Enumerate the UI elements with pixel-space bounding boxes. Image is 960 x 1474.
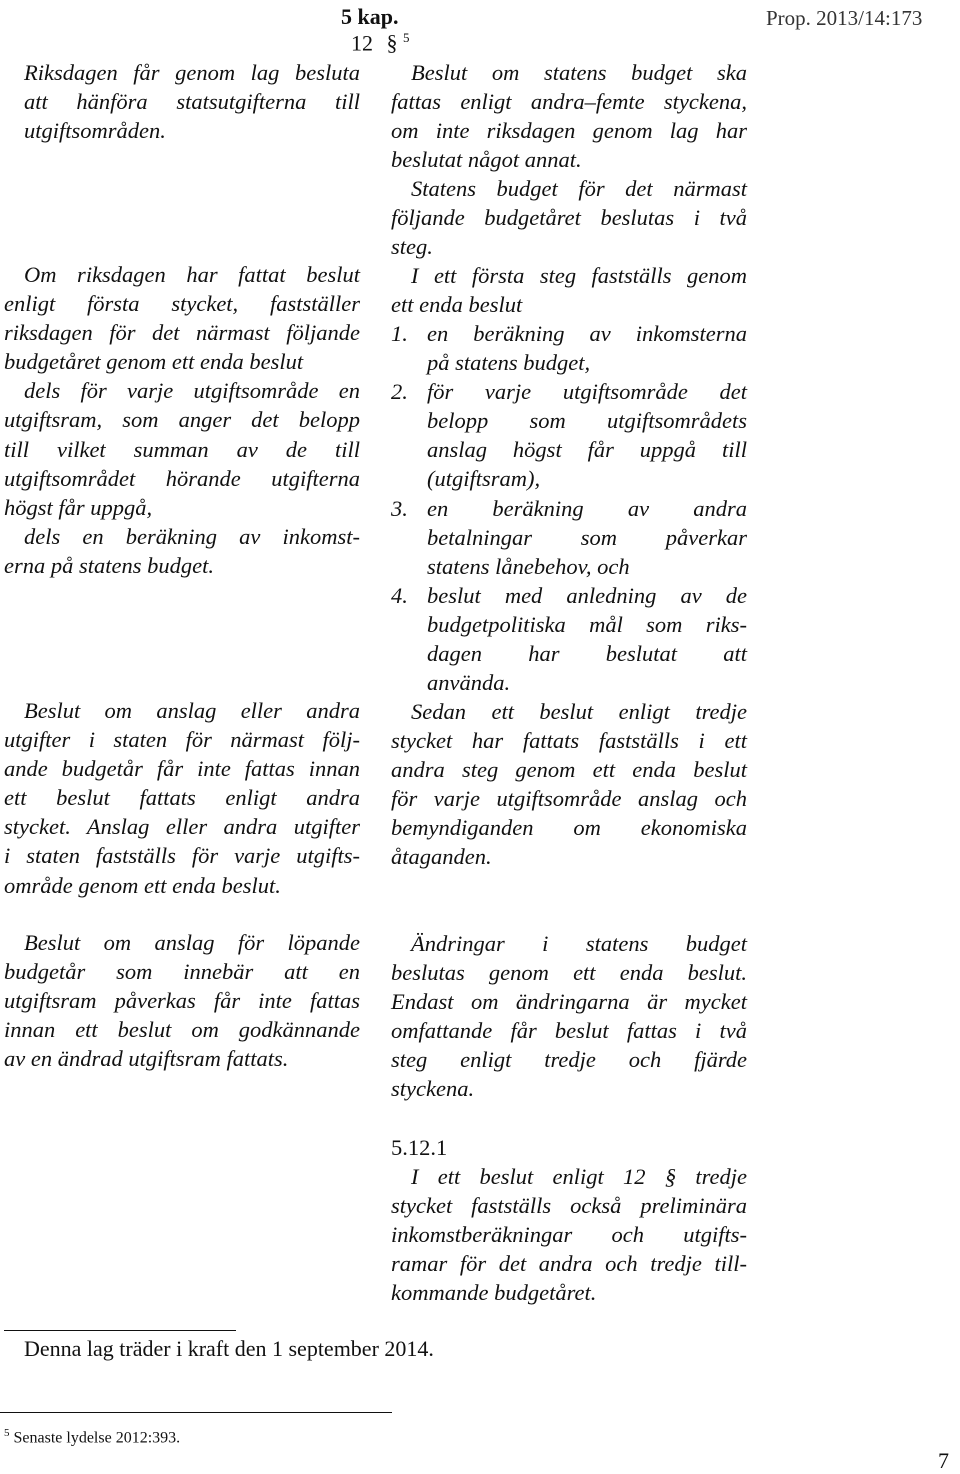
sub-section-number: 5.12.1 — [391, 1135, 448, 1160]
list-item: 4. beslut med anledning av de budgetpolitiska mål som riks- dagen har beslutat att använda. — [391, 582, 747, 696]
section-sign: § — [386, 30, 398, 56]
footnote — [4, 1427, 180, 1447]
section-number: 12 — [351, 30, 373, 56]
left-paragraph-1: Riksdagen får genom lag besluta att hänföra statsutgifterna till utgiftsområden. — [24, 60, 360, 144]
effective-date: Denna lag träder i kraft den 1 september 2014. — [24, 1336, 434, 1361]
left-paragraph-3: Beslut om anslag eller andra utgifter i staten för närmast följ- ande budgetår får inte fattas innan ett beslut fattats enligt andra stycket. Anslag eller andra utgifter i staten fastställs för varje utgifts- område genom ett enda beslut. — [4, 698, 360, 898]
right-numbered-list — [391, 319, 747, 697]
right-paragraph-5: Ändringar i statens budget beslutas genom ett enda beslut. Endast om ändringarna är mycket omfattande får beslut fattas i två steg enligt tredje och fjärde styckena. — [391, 931, 747, 1102]
right-paragraph-3: I ett första steg fastställs genom ett enda beslut — [391, 263, 747, 318]
footnote-ref: 5 — [403, 30, 410, 45]
footnote-number: 5 — [4, 1427, 10, 1439]
footnote-text: Senaste lydelse 2012:393. — [13, 1429, 181, 1447]
prop-label: Prop. 2013/14:173 — [766, 6, 923, 30]
list-item: 3. en beräkning av andra betalningar som påverkar statens lånebehov, och — [391, 495, 747, 579]
right-paragraph-6: I ett beslut enligt 12 § tredje stycket fastställs också preliminära inkomstberäkningar och utgifts- ramar för det andra och tredje till- kommande budgetåret. — [391, 1164, 747, 1306]
footnote-rule — [0, 1412, 392, 1413]
section-heading — [351, 30, 410, 56]
left-paragraph-4: Beslut om anslag för löpande budgetår som innebär att en utgiftsram påverkas får inte fattas innan ett beslut om godkännande av en ändrad utgiftsram fattats. — [4, 930, 360, 1072]
right-paragraph-4: Sedan ett beslut enligt tredje stycket har fattats fastställs i ett andra steg genom ett enda beslut för varje utgiftsområde anslag och bemyndiganden om ekonomiska åtaganden. — [391, 699, 747, 870]
left-paragraph-2: Om riksdagen har fattat beslut enligt första stycket, fastställer riksdagen för det närmast följande budgetåret genom ett enda beslut dels för varje utgiftsområde en utgiftsram, som anger det belopp till vilket summan av de till utgiftsområdet hörande utgifterna högst får uppgå, dels en beräkning av inkomst- erna på statens budget. — [4, 262, 360, 578]
right-paragraph-2: Statens budget för det närmast följande budgetåret beslutas i två steg. — [391, 176, 747, 260]
right-paragraph-1: Beslut om statens budget ska fattas enligt andra–femte styckena, om inte riksdagen genom lag har beslutat något annat. — [391, 60, 747, 173]
list-item: 2. för varje utgiftsområde det belopp som utgiftsområdets anslag högst får uppgå till (utgiftsram), — [391, 379, 747, 492]
chapter-heading: 5 kap. — [341, 4, 399, 29]
list-item: 1. en beräkning av inkomsterna på statens budget, — [391, 321, 747, 376]
page-number: 7 — [938, 1448, 949, 1473]
effective-rule — [4, 1330, 236, 1331]
